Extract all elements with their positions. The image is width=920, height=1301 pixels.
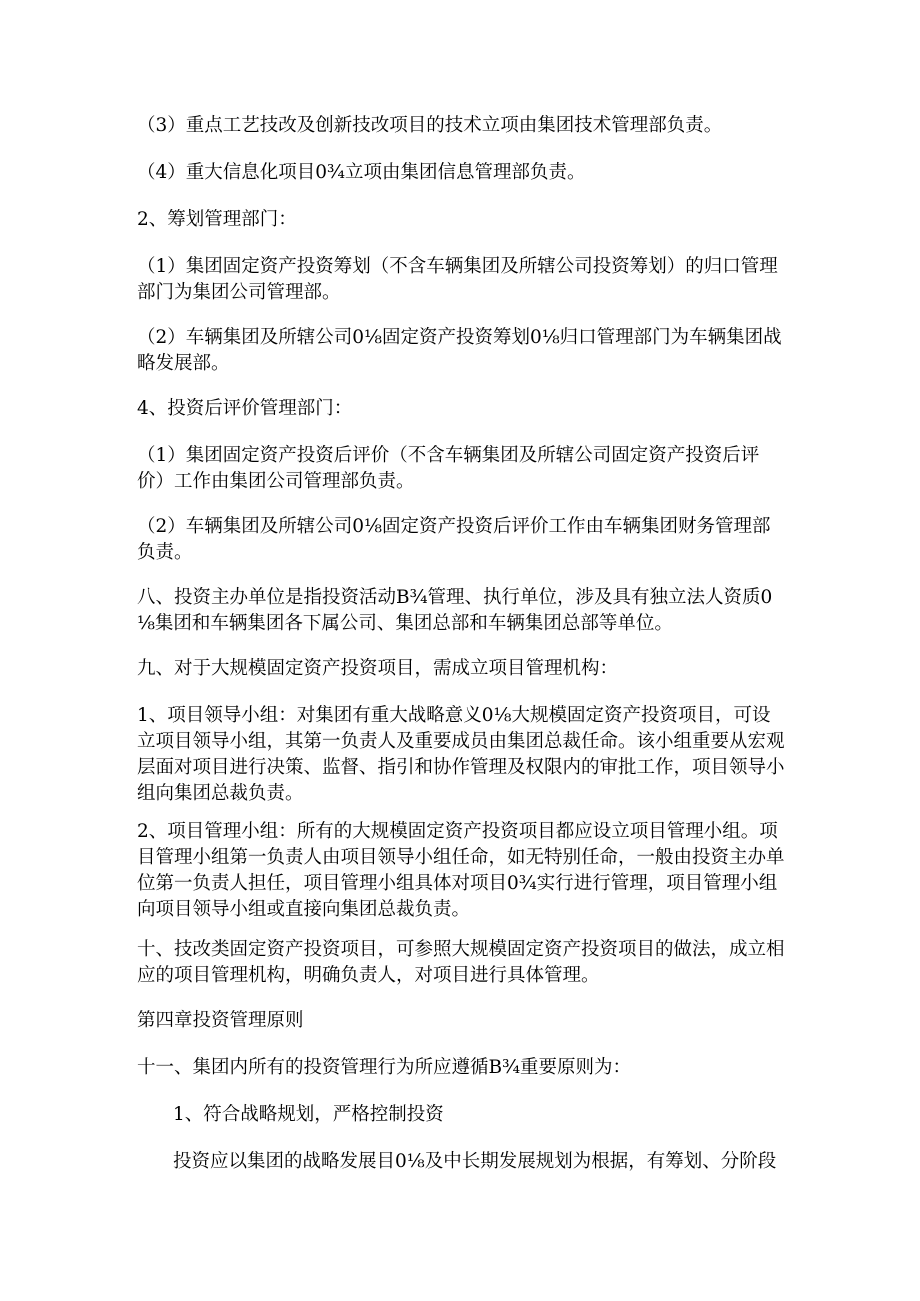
paragraph-tech-approval: （3）重点工艺技改及创新技改项目的技术立项由集团技术管理部负责。 xyxy=(137,115,723,136)
heading-post-evaluation-dept: 4、投资后评价管理部门： xyxy=(137,398,353,419)
principle-1-heading: 1、符合战略规划，严格控制投资 xyxy=(173,1104,444,1125)
paragraph-management-group: 2、项目管理小组：所有的大规模固定资产投资项目都应设立项目管理小组。项目管理小组第一负责人由项目领导小组任命，如无特别任命，一般由投资主办单位第一负责人担任，项目管理小组具体对项目0¾实行进行管理，项目管理小组向项目领导小组或直接向集团总裁负责。 xyxy=(137,821,785,920)
paragraph-article-10: 十、技改类固定资产投资项目，可参照大规模固定资产投资项目的做法，成立相应的项目管理机构，明确负责人，对项目进行具体管理。 xyxy=(137,939,785,986)
paragraph-article-11: 十一、集团内所有的投资管理行为所应遵循B¾重要原则为： xyxy=(137,1057,632,1078)
paragraph-planning-2: （2）车辆集团及所辖公司0⅛固定资产投资筹划0⅛归口管理部门为车辆集团战略发展部。 xyxy=(137,327,782,374)
paragraph-it-approval: （4）重大信息化项目0¾立项由集团信息管理部负责。 xyxy=(137,162,586,183)
paragraph-leadership-group: 1、项目领导小组：对集团有重大战略意义0⅛大规模固定资产投资项目，可设立项目领导小组，其第一负责人及重要成员由集团总裁任命。该小组重要从宏观层面对项目进行决策、监督、指引和协作管理及权限内的审批工作，项目领导小组向集团总裁负责。 xyxy=(137,705,785,804)
paragraph-post-evaluation-1: （1）集团固定资产投资后评价（不含车辆集团及所辖公司固定资产投资后评价）工作由集团公司管理部负责。 xyxy=(137,445,760,492)
paragraph-article-8: 八、投资主办单位是指投资活动B¾管理、执行单位，涉及具有独立法人资质0⅛集团和车辆集团各下属公司、集团总部和车辆集团总部等单位。 xyxy=(137,587,773,634)
paragraph-planning-1: （1）集团固定资产投资筹划（不含车辆集团及所辖公司投资筹划）的归口管理部门为集团公司管理部。 xyxy=(137,256,778,303)
paragraph-post-evaluation-2: （2）车辆集团及所辖公司0⅛固定资产投资后评价工作由车辆集团财务管理部负责。 xyxy=(137,516,771,563)
heading-planning-dept: 2、筹划管理部门： xyxy=(137,209,297,230)
paragraph-article-9: 九、对于大规模固定资产投资项目，需成立项目管理机构： xyxy=(137,658,619,679)
chapter-heading: 第四章投资管理原则 xyxy=(137,1010,304,1031)
principle-1-body: 投资应以集团的战略发展目0⅛及中长期发展规划为根据，有筹划、分阶段 xyxy=(173,1151,777,1172)
